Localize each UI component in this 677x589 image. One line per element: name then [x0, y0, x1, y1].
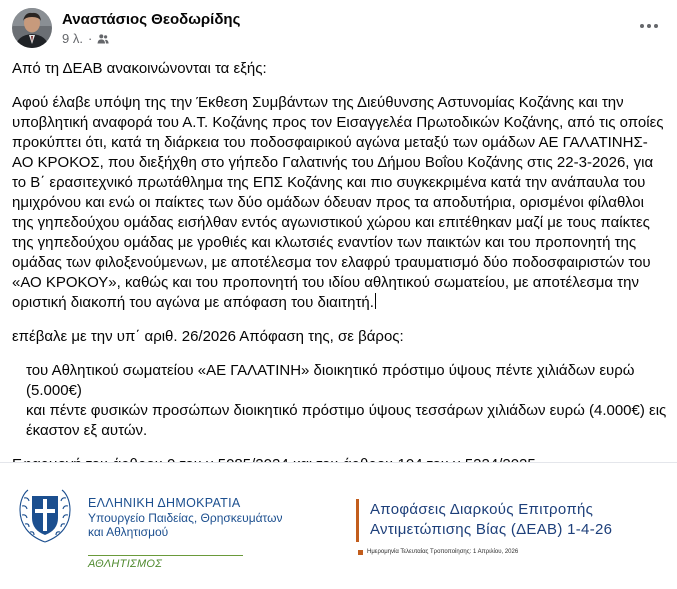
country-name: ΕΛΛΗΝΙΚΗ ΔΗΜΟΚΡΑΤΙΑ: [88, 496, 241, 510]
post-header: [12, 8, 240, 52]
author-avatar[interactable]: [12, 8, 52, 48]
post-timestamp[interactable]: 9 λ.: [62, 31, 83, 46]
meta-separator: ·: [87, 31, 93, 46]
post-imposed-line: επέβαλε με την υπ΄ αριθ. 26/2026 Απόφαση της, σε βάρος:: [12, 328, 404, 345]
decision-title: [370, 500, 612, 540]
sports-divider: [88, 555, 243, 556]
last-modified: [358, 549, 518, 555]
more-options-button[interactable]: [631, 8, 667, 44]
author-block: [62, 8, 240, 47]
ministry-line-1: Υπουργείο Παιδείας, Θρησκευμάτων: [88, 511, 283, 525]
last-modified-text: Ημερομηνία Τελευταίας Τροποποίησης: 1 Απριλίου, 2026: [367, 549, 519, 555]
penalty-item-club: του Αθλητικού σωματείου «ΑΕ ΓΑΛΑΤΙΝΗ» διοικητικό πρόστιμο ύψους πέντε χιλιάδων ευρώ (5.000€): [26, 362, 635, 399]
post-intro: Από τη ΔΕΑΒ ανακοινώνονται τα εξής:: [12, 60, 267, 77]
text-cursor: [375, 293, 376, 309]
banner-divider: [0, 462, 677, 463]
announcement-banner-image[interactable]: [0, 462, 677, 589]
ministry-block: [88, 496, 283, 539]
author-name[interactable]: Αναστάσιος Θεοδωρίδης: [62, 11, 241, 28]
decision-title-line-1: Αποφάσεις Διαρκούς Επιτροπής: [370, 501, 594, 518]
post-meta: [62, 31, 240, 47]
title-accent-bar: [356, 499, 359, 542]
post-paragraph-incident: [12, 93, 667, 313]
decision-title-line-2: Αντιμετώπισης Βίας (ΔΕΑΒ) 1-4-26: [370, 521, 613, 538]
ministry-line-2: και Αθλητισμού: [88, 525, 169, 539]
more-icon: [639, 23, 659, 29]
last-modified-marker: [358, 550, 363, 555]
greek-emblem-icon: [14, 484, 76, 546]
incident-text: Αφού έλαβε υπόψη της την Έκθεση Συμβάντων της Διεύθυνσης Αστυνομίας Κοζάνης και την υποβλητική αναφορά του Α.Τ. Κοζάνης προς τον Εισαγγελέα Πρωτοδικών Κοζάνης, από τις οποίες προκύπτει ότι, κατά τη διάρκεια του ποδοσφαιρικού αγώνα μεταξύ των ομάδων ΑΕ ΓΑΛΑΤΙΝΗΣ-ΑΟ ΚΡΟΚΟΣ, που διεξήχθη στο γήπεδο Γαλατινής του Δήμου Βοΐου Κοζάνης στις 22-3-2026, για το Β΄ ερασιτεχνικό πρωτάθλημα της ΕΠΣ Κοζάνης και πιο συγκεκριμένα κατά την ανάπαυλα του ημιχρόνου και ενώ οι παίκτες των δύο ομάδων όδευαν προς τα αποδυτήρια, ορισμένοι φίλαθλοι της γηπεδούχου ομάδας εισήλθαν εντός αγωνιστικού χώρου και επιτέθηκαν μαζί με τους παίκτες της γηπεδούχου ομάδας με γροθιές και κλωτσιές εναντίον των παικτών και του προπονητή της ομάδας των φιλοξενούμενων, με αποτέλεσμα τον ελαφρύ τραυματισμό δύο ποδοσφαιριστών του «ΑΟ ΚΡΟΚΟΥ», καθώς και του προπονητή του ιδίου αθλητικού σωματείου, με αποτέλεσμα την οριστική διακοπή του αγώνα με απόφαση του διαιτητή.: [12, 94, 664, 311]
post-body: [12, 56, 667, 475]
penalty-item-persons: και πέντε φυσικών προσώπων διοικητικό πρόστιμο ύψους τεσσάρων χιλιάδων ευρώ (4.000€) εις έκαστον εξ αυτών.: [26, 402, 667, 439]
sports-label: ΑΘΛΗΤΙΣΜΟΣ: [88, 558, 163, 570]
friends-icon[interactable]: [97, 33, 109, 45]
